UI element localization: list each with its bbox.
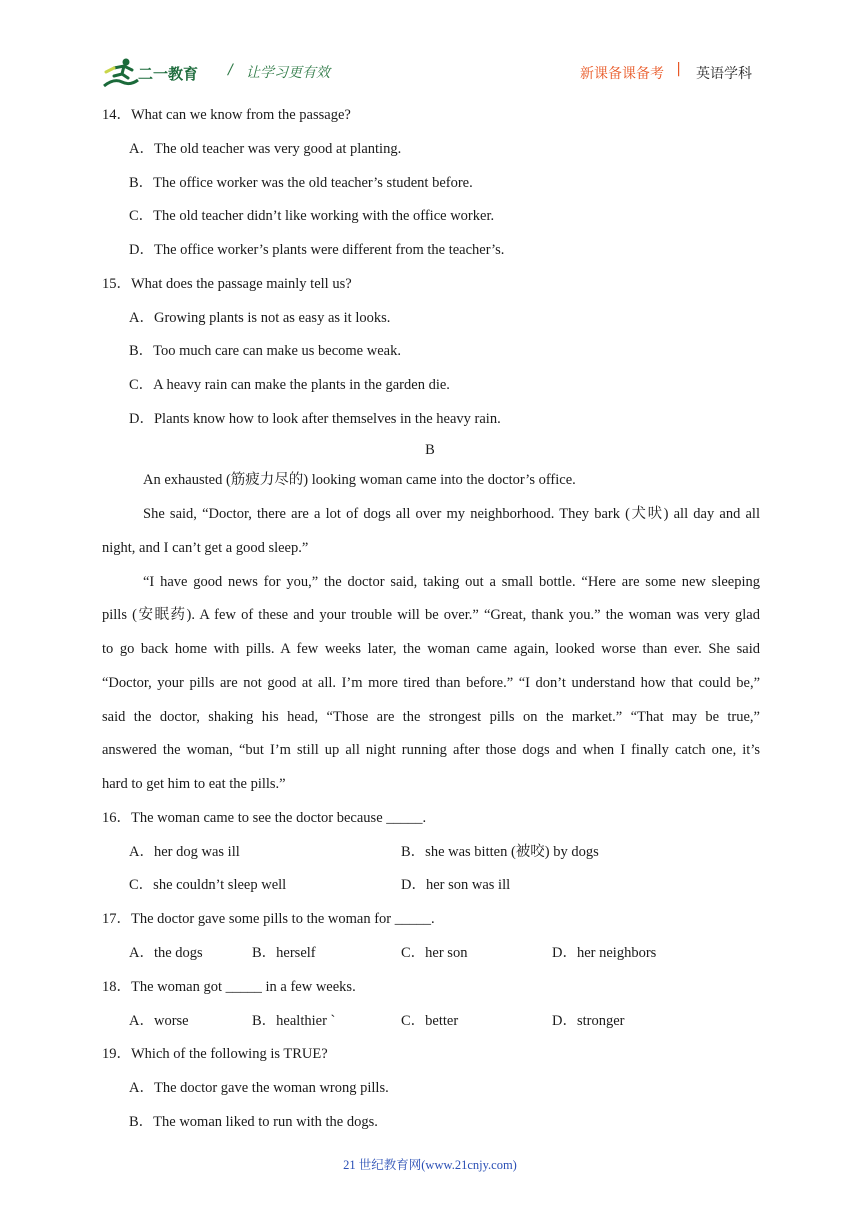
q16-option-a: A．her dog was ill: [129, 844, 240, 860]
q16-option-c: C．she couldn’t sleep well: [129, 877, 287, 893]
q14-option-c: C．The old teacher didn’t like working with the office worker.: [129, 208, 495, 224]
q18-option-a: A．worse: [129, 1013, 189, 1029]
passage-paragraph-2-line-1: She said, “Doctor, there are a lot of dogs all over my neighborhood. They bark (犬吠) all day and all: [143, 506, 760, 522]
q14-option-d: D．The office worker’s plants were different from the teacher’s.: [129, 242, 505, 258]
logo-text: 二一教育: [138, 65, 199, 83]
header-slash: /: [228, 62, 233, 78]
q14-option-a: A．The old teacher was very good at planting.: [129, 141, 402, 157]
q15-option-a: A．Growing plants is not as easy as it looks.: [129, 310, 391, 326]
question-17: 17．The doctor gave some pills to the woman for _____.: [102, 911, 435, 927]
q19-option-a: A．The doctor gave the woman wrong pills.: [129, 1080, 389, 1096]
passage-paragraph-3-line-2: pills (安眠药). A few of these and your trouble will be over.” “Great, thank you.” the woman was very glad: [102, 607, 760, 623]
passage-paragraph-3-line-4: “Doctor, your pills are not good at all. I’m more tired than before.” “I don’t understand how that could be,”: [102, 675, 760, 691]
question-16: 16．The woman came to see the doctor because _____.: [102, 810, 427, 826]
q16-option-b: B．she was bitten (被咬) by dogs: [401, 844, 599, 860]
passage-paragraph-2-line-2: night, and I can’t get a good sleep.”: [102, 540, 309, 556]
passage-paragraph-3-line-3: to go back home with pills. A few weeks later, the woman came again, looked worse than ever. She said: [102, 641, 760, 657]
q15-option-b: B．Too much care can make us become weak.: [129, 343, 401, 359]
page-header: [100, 56, 760, 90]
question-14: 14．What can we know from the passage?: [102, 107, 351, 123]
q18-option-d: D．stronger: [552, 1013, 625, 1029]
q15-option-c: C．A heavy rain can make the plants in the garden die.: [129, 377, 450, 393]
q18-option-c: C．better: [401, 1013, 459, 1029]
passage-paragraph-3-line-6: answered the woman, “but I’m still up all night running after those dogs and when I finally catch one, it’s: [102, 742, 760, 758]
q18-option-b: B．healthier `: [252, 1013, 336, 1029]
q17-option-c: C．her son: [401, 945, 468, 961]
header-tag-separator: |: [676, 61, 681, 77]
q15-option-d: D．Plants know how to look after themselves in the heavy rain.: [129, 411, 501, 427]
passage-paragraph-3-line-7: hard to get him to eat the pills.”: [102, 776, 286, 792]
q16-option-d: D．her son was ill: [401, 877, 511, 893]
q17-option-a: A．the dogs: [129, 945, 203, 961]
q14-option-b: B．The office worker was the old teacher’s student before.: [129, 175, 473, 191]
header-slogan: 让学习更有效: [246, 65, 330, 81]
question-18: 18．The woman got _____ in a few weeks.: [102, 979, 356, 995]
runner-logo-icon: [100, 56, 140, 90]
section-b-heading: B: [425, 442, 435, 458]
q17-option-b: B．herself: [252, 945, 316, 961]
question-19: 19．Which of the following is TRUE?: [102, 1046, 328, 1062]
header-tag-left: 新课备课备考: [580, 66, 664, 82]
q17-option-d: D．her neighbors: [552, 945, 657, 961]
page-footer: 21 世纪教育网(www.21cnjy.com): [343, 1158, 517, 1172]
passage-paragraph-3-line-1: “I have good news for you,” the doctor said, taking out a small bottle. “Here are some new sleeping: [143, 574, 760, 590]
question-15: 15．What does the passage mainly tell us?: [102, 276, 352, 292]
passage-paragraph-3-line-5: said the doctor, shaking his head, “Those are the strongest pills on the market.” “That may be true,”: [102, 709, 760, 725]
q19-option-b: B．The woman liked to run with the dogs.: [129, 1114, 378, 1130]
passage-paragraph-1: An exhausted (筋疲力尽的) looking woman came into the doctor’s office.: [143, 472, 576, 488]
brand-logo: [100, 56, 212, 90]
header-tag-right: 英语学科: [696, 66, 752, 82]
